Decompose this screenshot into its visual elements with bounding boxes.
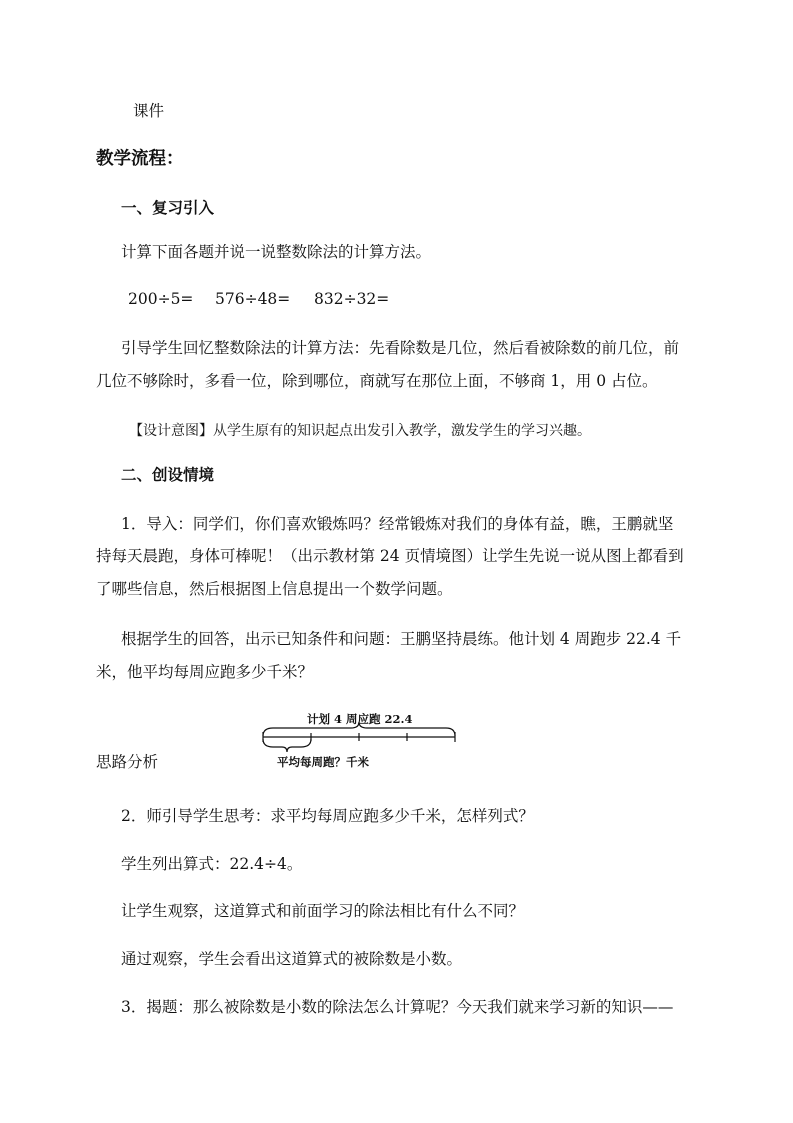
- answer-line-2: 米，他平均每周应跑多少千米？: [96, 663, 314, 681]
- section-title: 教学流程：: [96, 149, 184, 169]
- review-guide-line-2: 几位不够除时，多看一位，除到哪位，商就写在那位上面，不够商 1，用 0 占位。: [96, 372, 658, 390]
- review-prompt: 计算下面各题并说一说整数除法的计算方法。: [121, 243, 432, 261]
- observe-answer: 通过观察，学生会看出这道算式的被除数是小数。: [121, 950, 463, 968]
- diagram-svg: [255, 706, 465, 776]
- courseware-label: 课件: [133, 102, 165, 120]
- answer-line-1: 根据学生的回答，出示已知条件和问题：王鹏坚持晨练。他计划 4 周跑步 22.4 千: [121, 630, 682, 648]
- step-3: 3．揭题：那么被除数是小数的除法怎么计算呢？今天我们就来学习新的知识——: [121, 998, 674, 1016]
- step-2-answer: 学生列出算式：22.4÷4。: [121, 855, 303, 873]
- step-2: 2．师引导学生思考：求平均每周应跑多少千米，怎样列式？: [121, 807, 534, 825]
- line-segment-diagram: [255, 706, 465, 776]
- diagram-top-label: 计划 4 周应跑 22.4: [307, 712, 413, 726]
- scenario-heading: 二、创设情境: [121, 465, 215, 484]
- analysis-label: 思路分析: [96, 753, 159, 771]
- review-guide-line-1: 引导学生回忆整数除法的计算方法：先看除数是几位，然后看被除数的前几位，前: [121, 339, 680, 357]
- intro-line-2: 持每天晨跑，身体可棒呢！（出示教材第 24 页情境图）让学生先说一说从图上都看到: [96, 547, 684, 565]
- design-intent-note: 【设计意图】从学生原有的知识起点出发引入教学，激发学生的学习兴趣。: [129, 423, 591, 439]
- exercise-3: 832÷32=: [314, 290, 390, 308]
- intro-line-1: 1．导入：同学们，你们喜欢锻炼吗？经常锻炼对我们的身体有益，瞧，王鹏就坚: [121, 515, 674, 533]
- intro-line-3: 了哪些信息，然后根据图上信息提出一个数学问题。: [96, 580, 453, 598]
- exercise-2: 576÷48=: [215, 290, 291, 308]
- diagram-bottom-label: 平均每周跑？千米: [277, 755, 369, 769]
- review-heading: 一、复习引入: [121, 198, 215, 217]
- exercise-1: 200÷5=: [128, 290, 194, 308]
- observe-question: 让学生观察，这道算式和前面学习的除法相比有什么不同？: [121, 902, 525, 920]
- bottom-brace: [263, 739, 311, 752]
